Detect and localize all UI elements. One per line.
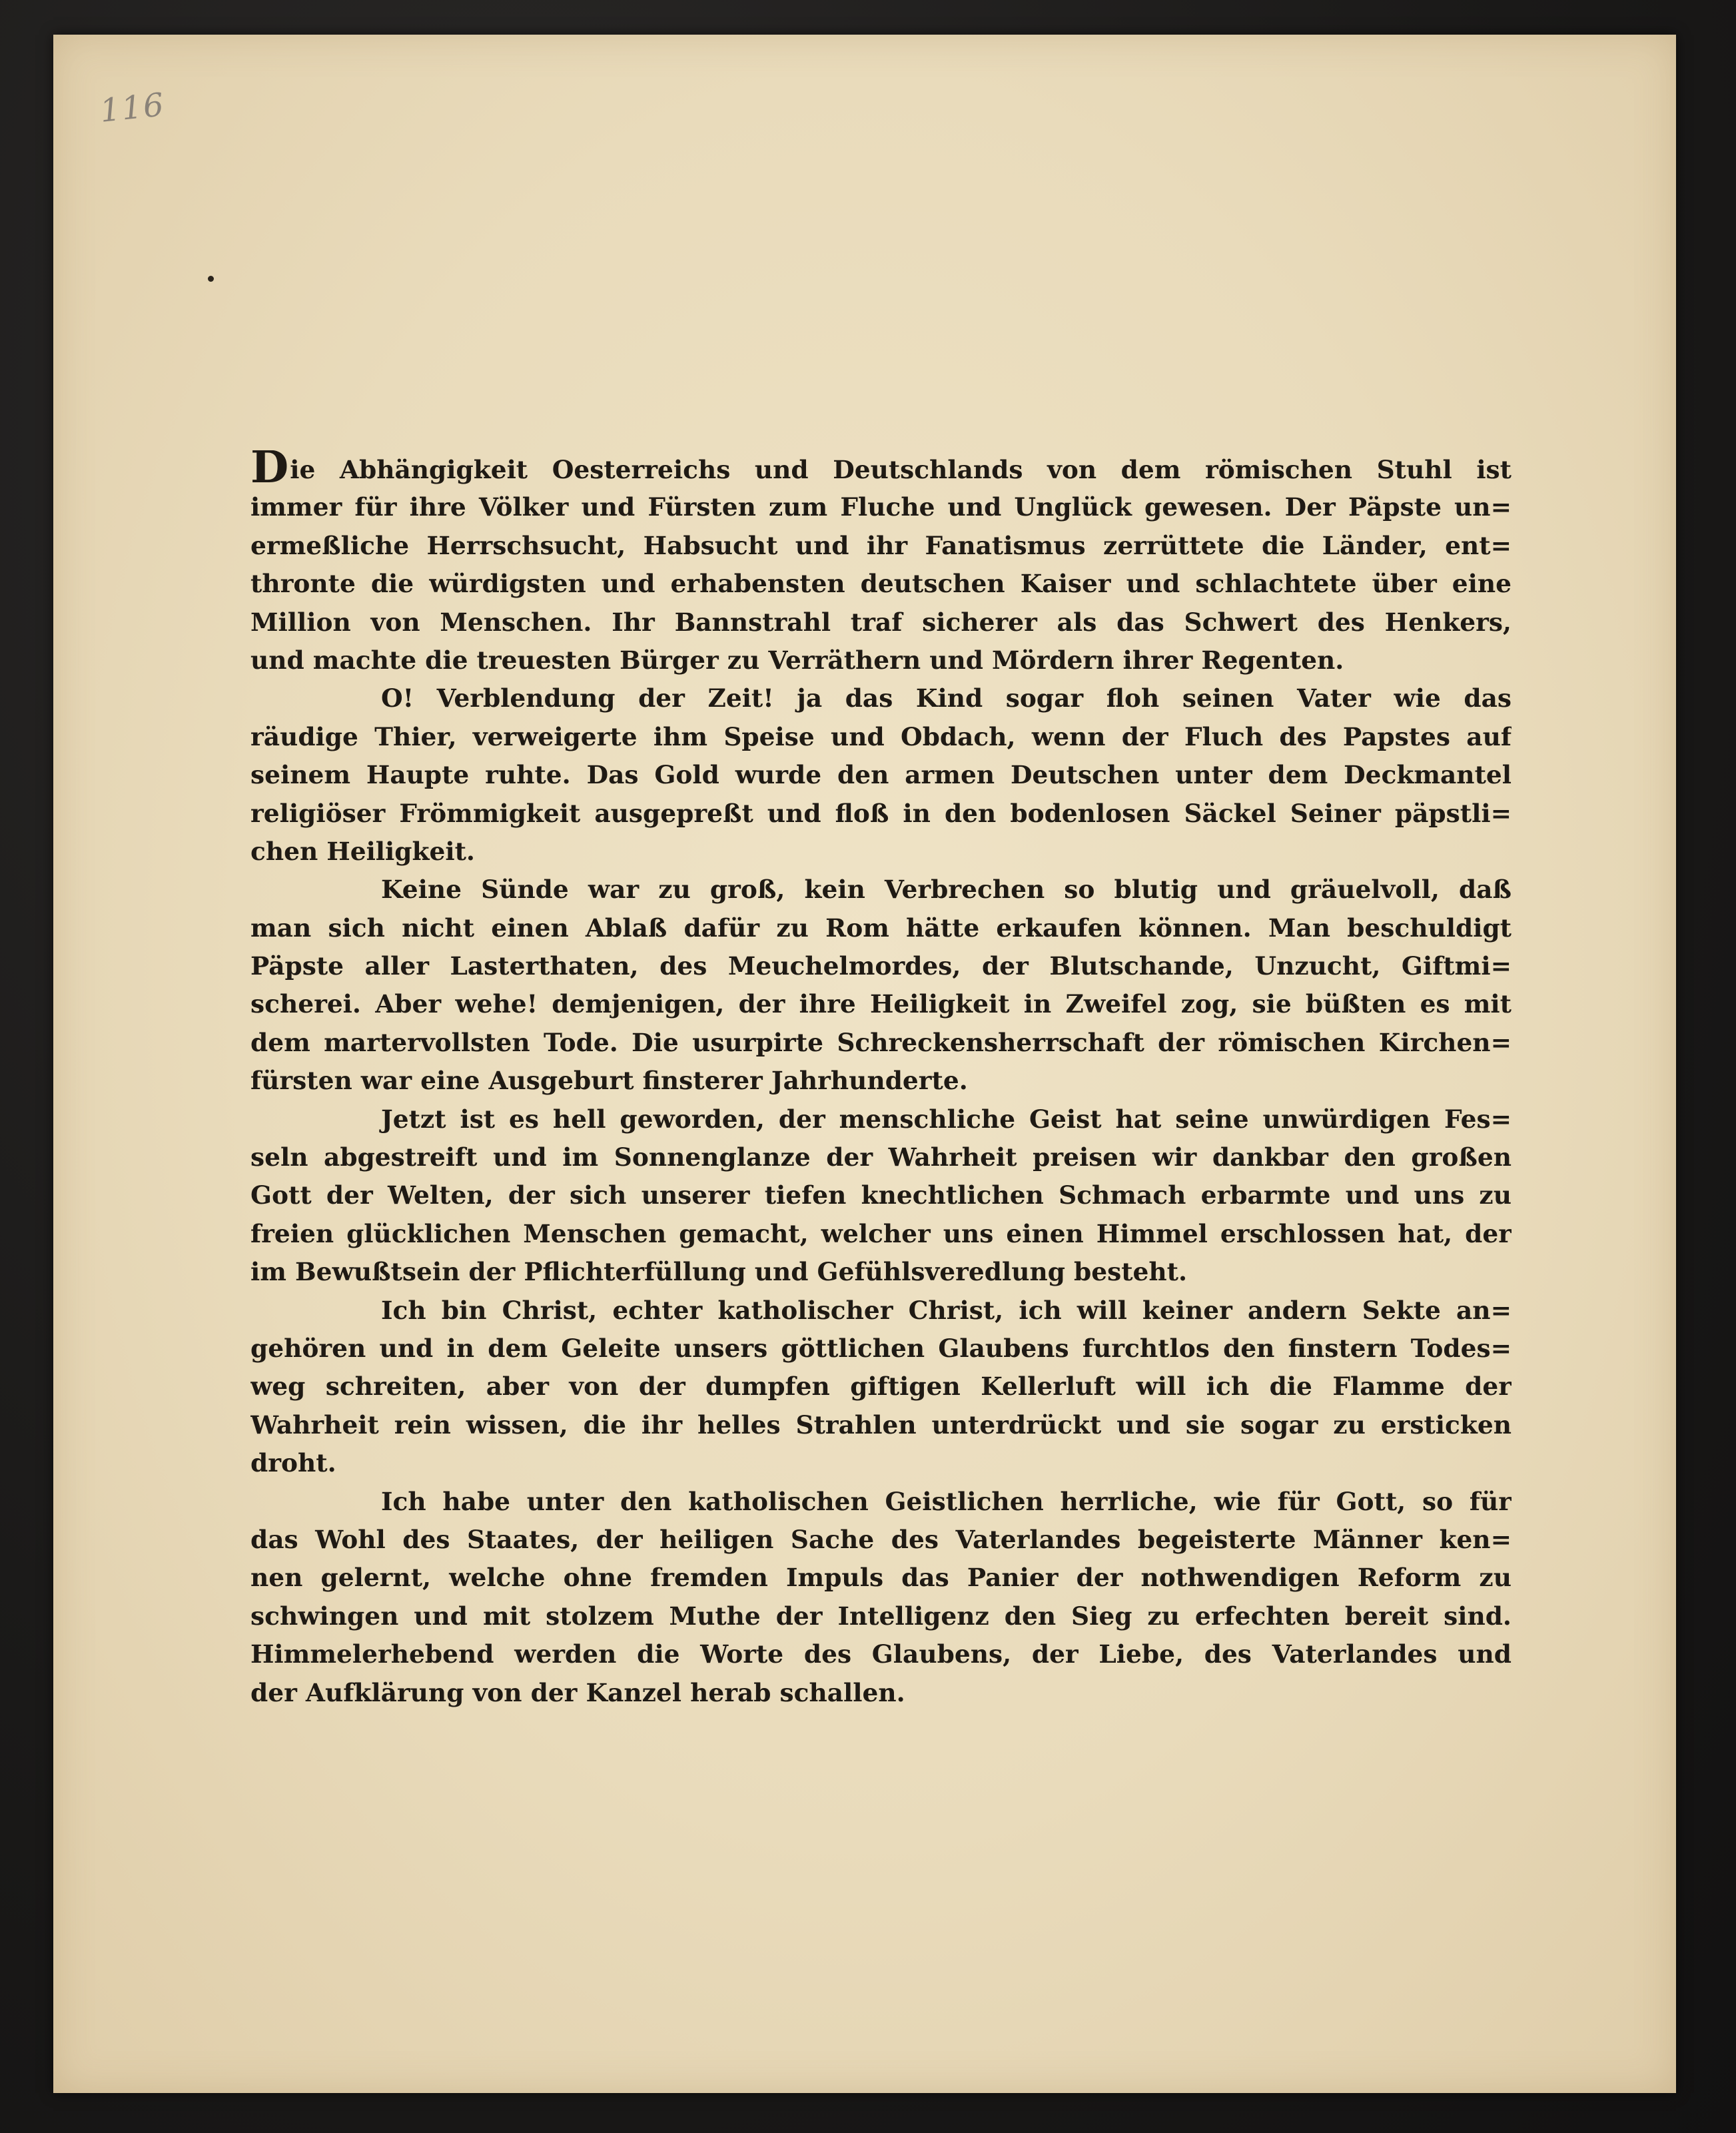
drop-cap: D (250, 450, 289, 489)
text-line: fürsten war eine Ausgeburt finsterer Jahrhunderte. (250, 1066, 968, 1096)
text-line: dem martervollsten Tode. Die usurpirte Schreckensherrschaft der römischen Kirchen= (250, 1027, 1512, 1057)
text-line: O! Verblendung der Zeit! ja das Kind sogar floh seinen Vater wie das (381, 683, 1512, 713)
text-line: Wahrheit rein wissen, die ihr helles Strahlen unterdrückt und sie sogar zu ersticken (250, 1410, 1512, 1440)
text-line: immer für ihre Völker und Fürsten zum Fluche und Unglück gewesen. Der Päpste un= (250, 492, 1512, 522)
text-line: Keine Sünde war zu groß, kein Verbrechen so blutig und gräuelvoll, daß (381, 875, 1512, 905)
ink-dot (208, 276, 214, 282)
text-line: ermeßliche Herrschsucht, Habsucht und ihr Fanatismus zerrüttete die Länder, ent= (250, 530, 1512, 560)
paragraph (250, 1100, 1512, 1292)
text-line: thronte die würdigsten und erhabensten deutschen Kaiser und schlachtete über eine (250, 569, 1512, 599)
paragraph (250, 450, 1512, 679)
text-line: der Aufklärung von der Kanzel herab schallen. (250, 1677, 905, 1707)
text-line: religiöser Frömmigkeit ausgepreßt und floß in den bodenlosen Säckel Seiner päpstli= (250, 798, 1512, 828)
paragraph (250, 1483, 1512, 1712)
text-line: Die Abhängigkeit Oesterreichs und Deutschlands von dem römischen Stuhl ist (250, 450, 1512, 488)
text-line: Päpste aller Lasterthaten, des Meuchelmordes, der Blutschande, Unzucht, Giftmi= (250, 951, 1512, 981)
folio-number: 116 (98, 86, 167, 130)
text-line: Himmelerhebend werden die Worte des Glaubens, der Liebe, des Vaterlandes und (250, 1639, 1512, 1669)
text-line: chen Heiligkeit. (250, 836, 475, 866)
text-line: Ich bin Christ, echter katholischer Christ, ich will keiner andern Sekte an= (381, 1295, 1512, 1325)
text-line: Ich habe unter den katholischen Geistlichen herrliche, wie für Gott, so für (381, 1486, 1512, 1516)
text-line: schwingen und mit stolzem Muthe der Intelligenz den Sieg zu erfechten bereit sind. (250, 1601, 1512, 1631)
text-line: weg schreiten, aber von der dumpfen giftigen Kellerluft will ich die Flamme der (250, 1372, 1512, 1402)
text-line: Million von Menschen. Ihr Bannstrahl traf sicherer als das Schwert des Henkers, (250, 607, 1512, 637)
text-line: nen gelernt, welche ohne fremden Impuls das Panier der nothwendigen Reform zu (250, 1563, 1512, 1593)
paragraph (250, 871, 1512, 1100)
text-line: scherei. Aber wehe! demjenigen, der ihre Heiligkeit in Zweifel zog, sie büßten es mit (250, 989, 1512, 1019)
text-line: freien glücklichen Menschen gemacht, welcher uns einen Himmel erschlossen hat, der (250, 1218, 1512, 1248)
text-line: seln abgestreift und im Sonnenglanze der Wahrheit preisen wir dankbar den großen (250, 1142, 1512, 1172)
text-line: das Wohl des Staates, der heiligen Sache des Vaterlandes begeisterte Männer ken= (250, 1524, 1512, 1554)
text-line: im Bewußtsein der Pflichterfüllung und Gefühlsveredlung besteht. (250, 1257, 1188, 1287)
paragraph (250, 1292, 1512, 1483)
text-line: gehören und in dem Geleite unsers göttlichen Glaubens furchtlos den finstern Todes= (250, 1333, 1512, 1363)
paragraph (250, 679, 1512, 871)
text-line: seinem Haupte ruhte. Das Gold wurde den armen Deutschen unter dem Deckmantel (250, 760, 1512, 790)
text-line: man sich nicht einen Ablaß dafür zu Rom hätte erkaufen können. Man beschuldigt (250, 913, 1512, 943)
text-line: und machte die treuesten Bürger zu Verräthern und Mördern ihrer Regenten. (250, 645, 1344, 675)
text-line: räudige Thier, verweigerte ihm Speise und Obdach, wenn der Fluch des Papstes auf (250, 721, 1512, 751)
body-text (250, 450, 1512, 1712)
text-line: Gott der Welten, der sich unserer tiefen knechtlichen Schmach erbarmte und uns zu (250, 1180, 1512, 1210)
text-line: droht. (250, 1448, 336, 1478)
text-line: Jetzt ist es hell geworden, der menschliche Geist hat seine unwürdigen Fes= (381, 1104, 1512, 1134)
